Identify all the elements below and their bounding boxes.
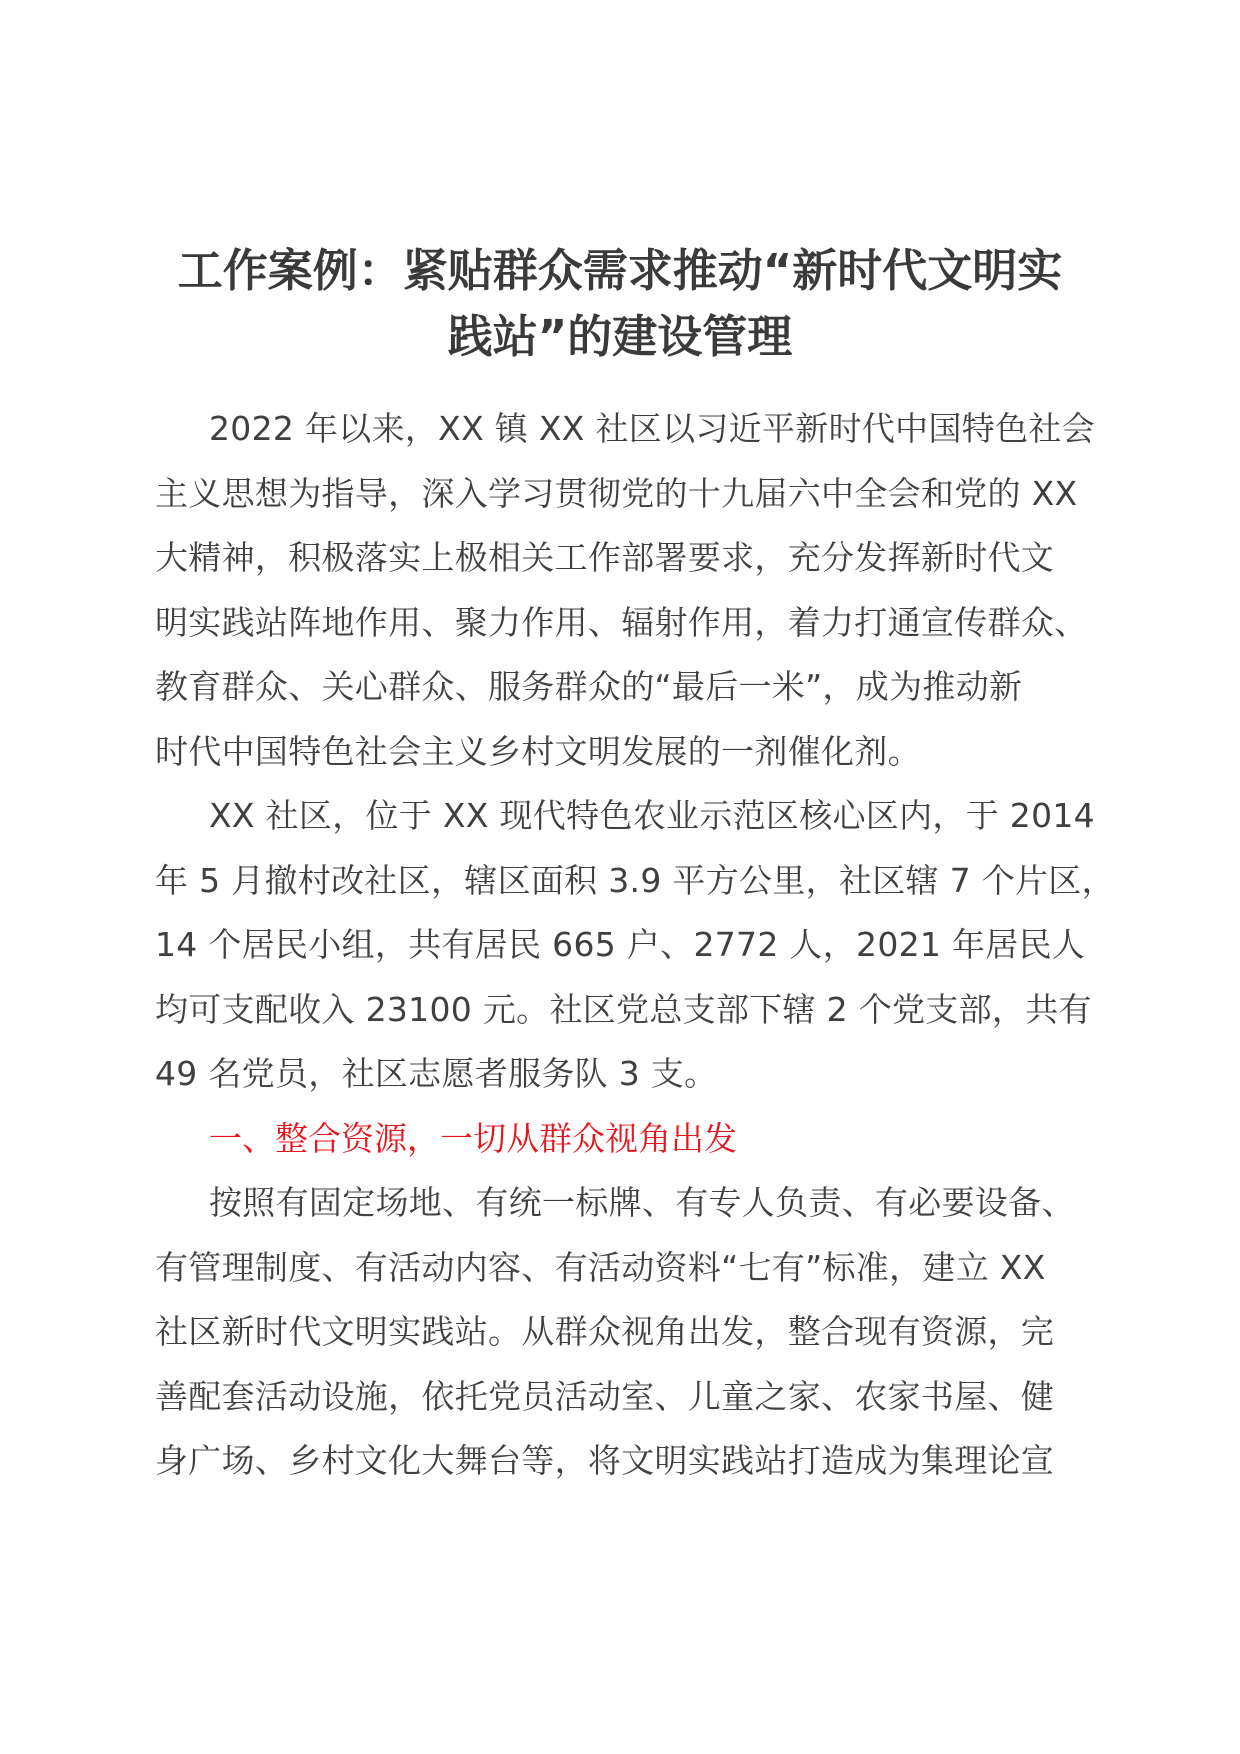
paragraph-line: 按照有固定场地、有统一标牌、有专人负责、有必要设备、 (209, 1183, 1075, 1222)
intro-paragraph (155, 397, 1095, 784)
paragraph-line: 善配套活动设施，依托党员活动室、儿童之家、农家书屋、健 (155, 1376, 1055, 1416)
paragraph-line: 明实践站阵地作用、聚力作用、辐射作用，着力打通宣传群众、 (155, 602, 1088, 642)
document-body (155, 397, 1115, 1494)
paragraph-line: 49 名党员，社区志愿者服务队 3 支。 (155, 1054, 718, 1093)
paragraph-line: 主义思想为指导，深入学习贯彻党的十九届六中全会和党的 XX (155, 473, 1078, 513)
community-paragraph (155, 784, 1115, 1107)
paragraph-line: 2022 年以来，XX 镇 XX 社区以习近平新时代中国特色社会 (209, 409, 1095, 448)
paragraph-line: 14 个居民小组，共有居民 665 户、2772 人，2021 年居民人 (155, 925, 1086, 964)
paragraph-line: XX 社区，位于 XX 现代特色农业示范区核心区内，于 2014 (209, 796, 1095, 835)
paragraph-line: 身广场、乡村文化大舞台等，将文明实践站打造成为集理论宣 (155, 1441, 1055, 1480)
paragraph-line: 教育群众、关心群众、服务群众的“最后一米”，成为推动新 (155, 667, 1023, 706)
paragraph-line: 均可支配收入 23100 元。社区党总支部下辖 2 个党支部，共有 (155, 989, 1092, 1029)
paragraph-line: 大精神，积极落实上极相关工作部署要求，充分发挥新时代文 (155, 538, 1055, 577)
paragraph-line: 有管理制度、有活动内容、有活动资料“七有”标准，建立 XX (155, 1247, 1046, 1287)
paragraph-line: 时代中国特色社会主义乡村文明发展的一剂催化剂。 (155, 731, 921, 771)
section-paragraph (155, 1171, 1090, 1494)
section-heading: 一、整合资源，一切从群众视角出发 (209, 1118, 737, 1158)
title-line-1: 工作案例：紧贴群众需求推动“新时代文明实 (177, 244, 1063, 297)
title-line-2: 践站”的建设管理 (447, 310, 793, 363)
document-title (150, 238, 1090, 370)
paragraph-line: 社区新时代文明实践站。从群众视角出发，整合现有资源，完 (155, 1312, 1055, 1351)
paragraph-line: 年 5 月撤村改社区，辖区面积 3.9 平方公里，社区辖 7 个片区， (155, 860, 1115, 900)
